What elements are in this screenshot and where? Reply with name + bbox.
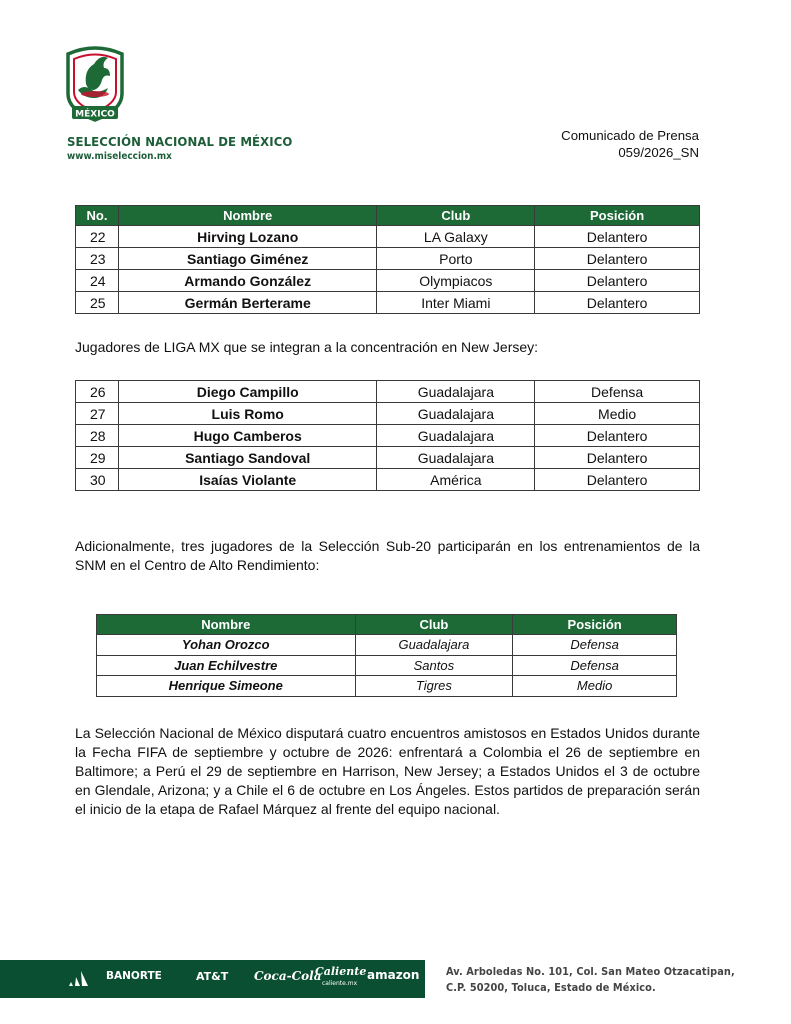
address-line-2: C.P. 50200, Toluca, Estado de México.: [446, 982, 656, 994]
player-club: Porto: [377, 248, 535, 270]
player-position: Delantero: [535, 447, 700, 469]
player-number: 28: [76, 425, 119, 447]
player-club: Santos: [355, 655, 513, 676]
player-number: 22: [76, 226, 119, 248]
press-release-label: Comunicado de Prensa: [561, 128, 699, 143]
table-row: [76, 403, 700, 425]
player-club: América: [377, 469, 535, 491]
table-header-row: [76, 206, 700, 226]
player-number: 25: [76, 292, 119, 314]
header-number: No.: [76, 206, 119, 226]
att-logo: AT&T: [196, 970, 229, 983]
player-name: Santiago Sandoval: [118, 447, 377, 469]
player-club: Guadalajara: [377, 425, 535, 447]
header-name: Nombre: [118, 206, 377, 226]
player-number: 26: [76, 381, 119, 403]
table-row: [76, 248, 700, 270]
player-name: Hirving Lozano: [118, 226, 377, 248]
address-line-1: Av. Arboledas No. 101, Col. San Mateo Otzacatipan,: [446, 966, 735, 978]
organization-website: www.miseleccion.mx: [67, 151, 172, 162]
player-name: Santiago Giménez: [118, 248, 377, 270]
player-position: Defensa: [513, 655, 677, 676]
caliente-logo: Caliente: [315, 965, 367, 978]
player-name: Henrique Simeone: [97, 676, 356, 697]
player-club: Guadalajara: [355, 635, 513, 656]
amazon-logo: amazon: [367, 968, 420, 982]
caliente-url: caliente.mx: [322, 980, 358, 987]
player-position: Delantero: [535, 270, 700, 292]
table-row: [97, 655, 677, 676]
press-release-info: [561, 127, 699, 161]
player-number: 23: [76, 248, 119, 270]
player-position: Delantero: [535, 292, 700, 314]
player-number: 30: [76, 469, 119, 491]
organization-name: SELECCIÓN NACIONAL DE MÉXICO: [67, 134, 293, 149]
header-position: Posición: [535, 206, 700, 226]
player-position: Defensa: [513, 635, 677, 656]
player-position: Delantero: [535, 248, 700, 270]
players-table-abroad: [75, 205, 700, 314]
player-position: Medio: [513, 676, 677, 697]
table-row: [76, 425, 700, 447]
players-table-sub20: [96, 614, 677, 697]
table-row: [76, 270, 700, 292]
table-row: [76, 469, 700, 491]
player-position: Defensa: [535, 381, 700, 403]
player-number: 27: [76, 403, 119, 425]
player-name: Yohan Orozco: [97, 635, 356, 656]
player-club: Inter Miami: [377, 292, 535, 314]
player-name: Armando González: [118, 270, 377, 292]
banorte-logo: BANORTE: [106, 970, 162, 982]
player-club: Guadalajara: [377, 381, 535, 403]
sub20-intro-text: Adicionalmente, tres jugadores de la Selección Sub-20 participarán en los entrenamientos de la SNM en el Centro de Alto Rendimiento:: [75, 538, 700, 573]
table-row: [76, 226, 700, 248]
player-club: Guadalajara: [377, 403, 535, 425]
player-club: LA Galaxy: [377, 226, 535, 248]
adidas-logo-icon: [68, 971, 90, 986]
friendlies-schedule-text: La Selección Nacional de México disputará cuatro encuentros amistosos en Estados Unidos durante la Fecha FIFA de septiembre y octubre de 2026: enfrentará a Colombia el 26 de septiembre en Baltimore; a Perú el 29 de septiembre en Harrison, New Jersey; a Estados Unidos el 3 de octubre en Glendale, Arizona; y a Chile el 6 de octubre en Los Ángeles. Estos partidos de preparación serán el inicio de la etapa de Rafael Márquez al frente del equipo nacional.: [75, 725, 700, 817]
header-name: Nombre: [97, 615, 356, 635]
player-name: Germán Berterame: [118, 292, 377, 314]
logo-text: MÉXICO: [75, 109, 115, 120]
player-name: Isaías Violante: [118, 469, 377, 491]
table-header-row: [97, 615, 677, 635]
table-row: [97, 676, 677, 697]
player-club: Tigres: [355, 676, 513, 697]
fmf-crest-logo: [64, 44, 126, 124]
player-position: Delantero: [535, 469, 700, 491]
player-position: Delantero: [535, 425, 700, 447]
press-release-number: 059/2026_SN: [618, 145, 699, 160]
address: [446, 964, 735, 996]
table-row: [76, 381, 700, 403]
player-name: Luis Romo: [118, 403, 377, 425]
player-club: Guadalajara: [377, 447, 535, 469]
ligamx-intro-text: Jugadores de LIGA MX que se integran a la concentración en New Jersey:: [75, 339, 539, 355]
header-position: Posición: [513, 615, 677, 635]
player-number: 29: [76, 447, 119, 469]
sponsor-bar: [0, 960, 425, 998]
table-row: [76, 292, 700, 314]
table-row: [76, 447, 700, 469]
player-club: Olympiacos: [377, 270, 535, 292]
coca-cola-logo: Coca-Cola: [254, 969, 322, 983]
player-name: Diego Campillo: [118, 381, 377, 403]
player-name: Juan Echilvestre: [97, 655, 356, 676]
header-club: Club: [377, 206, 535, 226]
player-number: 24: [76, 270, 119, 292]
player-name: Hugo Camberos: [118, 425, 377, 447]
players-table-ligamx: [75, 380, 700, 491]
header-club: Club: [355, 615, 513, 635]
table-row: [97, 635, 677, 656]
player-position: Delantero: [535, 226, 700, 248]
player-position: Medio: [535, 403, 700, 425]
